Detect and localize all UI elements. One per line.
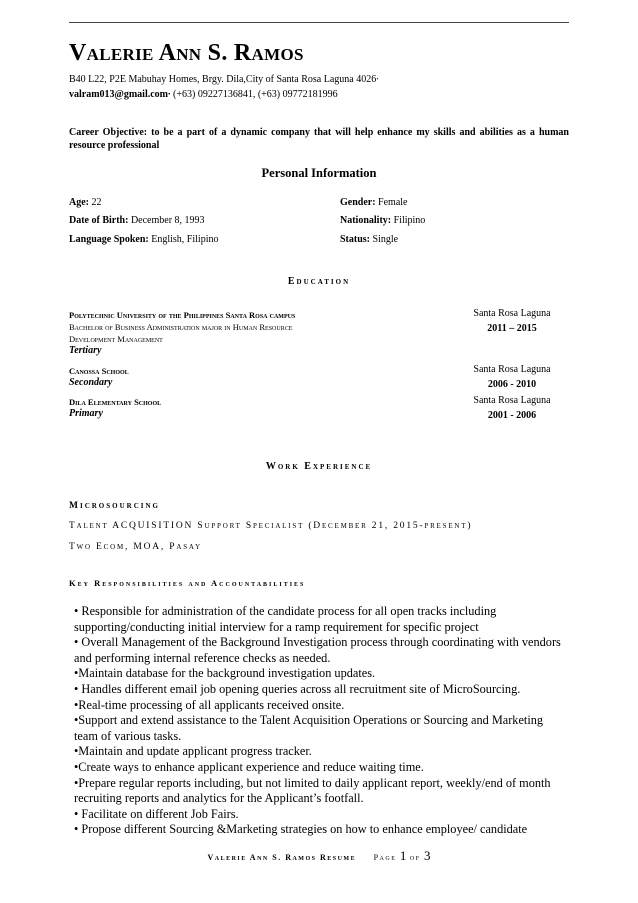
list-item: •Real-time processing of all applicants received onsite. [74, 697, 345, 712]
school-name: Polytechnic University of the Philippines Santa Rosa campus [69, 310, 296, 320]
list-item: •Maintain and update applicant progress tracker. [74, 744, 312, 759]
list-item: •Support and extend assistance to the Talent Acquisition Operations or Sourcing and Marketing [74, 713, 544, 728]
contact-bullet: ∙ [168, 89, 171, 100]
school-name: Canossa School [69, 366, 129, 376]
education-level: Primary [69, 408, 103, 419]
list-item: •Create ways to enhance applicant experience and reduce waiting time. [74, 759, 424, 774]
list-item: • Facilitate on different Job Fairs. [74, 806, 239, 821]
gender-value: Female [375, 197, 408, 208]
education-entry [69, 309, 295, 357]
list-item: recruiting reports and analytics for the Applicant’s footfall. [74, 791, 364, 806]
dob-value: December 8, 1993 [128, 215, 205, 226]
age-label: Age: [69, 197, 89, 208]
job-title: Talent ACQUISITION Support Specialist (December 21, 2015-present) [69, 521, 473, 531]
age-field [69, 197, 102, 208]
school-years: 2011 – 2015 [487, 323, 537, 334]
school-location: Santa Rosa Laguna [473, 364, 551, 375]
language-field [69, 234, 218, 245]
email-text: valram013@gmail.com [69, 89, 169, 100]
company-name: Microsourcing [69, 501, 160, 511]
education-meta [452, 393, 572, 423]
personal-info-heading: Personal Information [261, 166, 377, 180]
work-experience-heading: Work Experience [265, 461, 373, 472]
top-divider [69, 22, 569, 23]
list-item: • Propose different Sourcing &Marketing strategies on how to enhance employee/ candidate [74, 822, 528, 837]
language-value: English, Filipino [148, 234, 219, 245]
contact-line [69, 89, 338, 100]
age-value: 22 [89, 197, 102, 208]
dob-field [69, 215, 205, 226]
school-years: 2001 - 2006 [487, 410, 537, 421]
address-line: B40 L22, P2E Mabuhay Homes, Brgy. Dila,City of Santa Rosa Laguna 4026∙ [69, 74, 379, 85]
education-meta [452, 362, 572, 392]
phone-numbers: (+63) 09227136841, (+63) 09772181996 [170, 89, 338, 100]
gender-field [340, 197, 407, 208]
education-entry [69, 396, 161, 420]
footer-total-pages: 3 [424, 848, 431, 863]
status-label: Status: [340, 234, 371, 245]
gender-label: Gender: [340, 197, 376, 208]
status-value: Single [370, 234, 399, 245]
list-item: team of various tasks. [74, 728, 182, 743]
list-item: •Maintain database for the background investigation updates. [74, 666, 376, 681]
school-location: Santa Rosa Laguna [473, 395, 551, 406]
school-location: Santa Rosa Laguna [473, 308, 551, 319]
list-item: •Prepare regular reports including, but not limited to daily applicant report, weekly/end of month [74, 775, 551, 790]
footer-page-number: 1 [399, 848, 407, 863]
footer-resume: Resume [319, 853, 357, 862]
education-entry [69, 365, 129, 389]
dob-label: Date of Birth: [69, 215, 129, 226]
list-item: and performing internal reference checks as needed. [74, 650, 331, 665]
school-name: Dila Elementary School [69, 397, 162, 407]
list-item: • Responsible for administration of the candidate process for all open tracks including [74, 604, 497, 618]
education-meta [452, 306, 572, 336]
list-item: • Overall Management of the Background Investigation process through coordinating with vendors [74, 635, 561, 650]
status-field [340, 234, 398, 245]
degree-line: Development Management [69, 334, 163, 344]
language-label: Language Spoken: [69, 234, 149, 245]
degree-line: Bachelor of Business Administration major in Human Resource [69, 322, 293, 332]
career-objective: Career Objective: to be a part of a dynamic company that will help enhance my skills and abilities as a human resource professional [69, 127, 569, 151]
footer-of-word: of [409, 853, 421, 862]
list-item: • Handles different email job opening queries across all recruitment site of MicroSourcing. [74, 681, 521, 696]
education-heading: Education [287, 276, 351, 287]
nationality-value: Filipino [391, 215, 426, 226]
applicant-name: Valerie Ann S. Ramos [69, 40, 304, 66]
responsibilities-list [74, 604, 594, 838]
education-level: Tertiary [69, 345, 102, 356]
nationality-label: Nationality: [340, 215, 392, 226]
responsibilities-heading: Key Responsibilities and Accountabilities [69, 578, 306, 588]
school-years: 2006 - 2010 [487, 379, 537, 390]
list-item: supporting/conducting initial interview for a ramp requirement for specific project [74, 619, 479, 634]
page-footer [0, 848, 638, 864]
job-location: Two Ecom, MOA, Pasay [69, 542, 202, 552]
footer-name: Valerie Ann S. Ramos [207, 853, 317, 862]
nationality-field [340, 215, 425, 226]
footer-page-word: Page [373, 853, 397, 862]
education-level: Secondary [69, 377, 113, 388]
